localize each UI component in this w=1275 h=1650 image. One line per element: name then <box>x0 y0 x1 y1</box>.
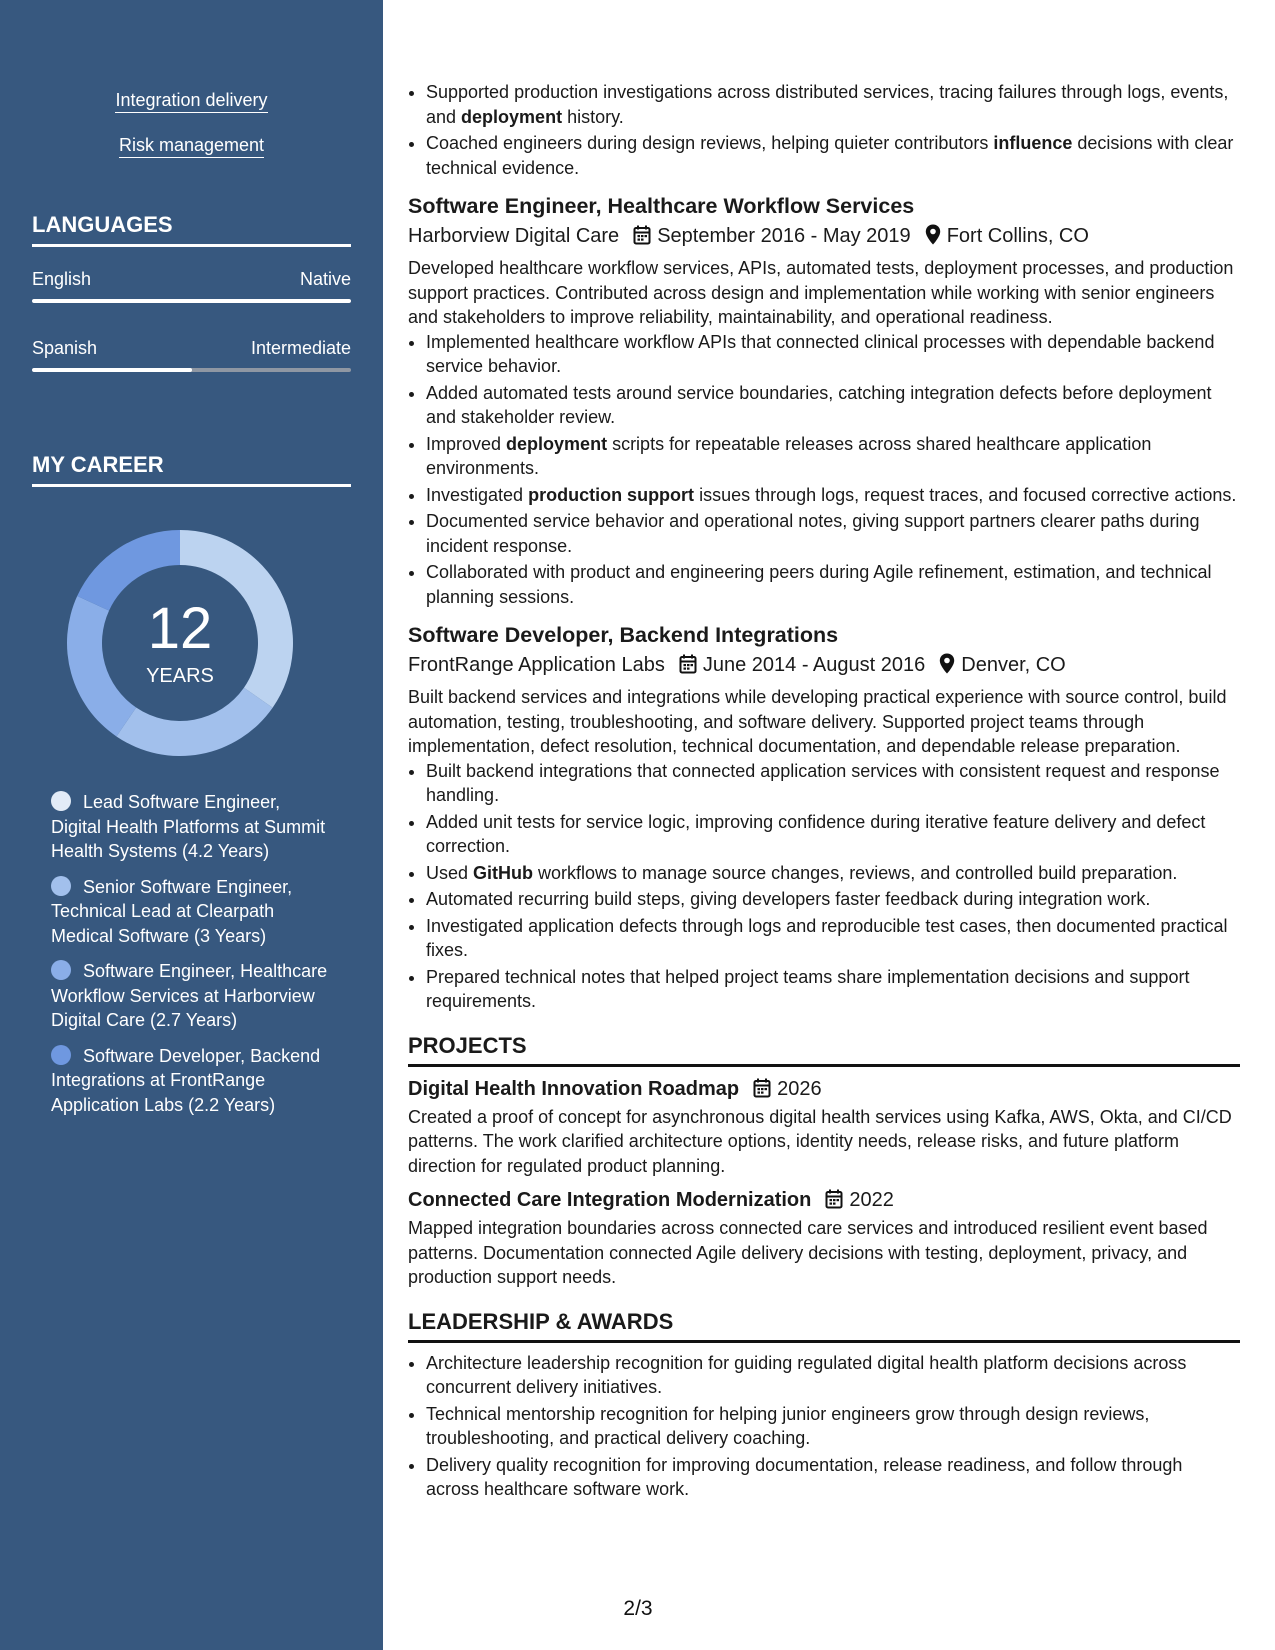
experience-bullet: • Documented service behavior and operational notes, giving support partners clearer paths during incident response. <box>426 509 1240 558</box>
legend-dot <box>51 876 71 896</box>
award-item: • Technical mentorship recognition for helping junior engineers grow through design reviews, troubleshooting, and practical delivery coaching. <box>426 1402 1240 1451</box>
language-bar-fill <box>32 368 192 372</box>
page-number: 2/3 <box>623 1597 653 1620</box>
career-legend-label: Software Engineer, Healthcare Workflow Services at Harborview Digital Care (2.7 Years) <box>51 961 328 1030</box>
skill-link-risk-management[interactable] <box>0 134 383 156</box>
awards-heading: LEADERSHIP & AWARDS <box>408 1308 1240 1343</box>
job-entry <box>408 621 1240 1014</box>
projects-heading: PROJECTS <box>408 1032 1240 1067</box>
project-name: Connected Care Integration Modernization <box>408 1189 812 1211</box>
career-legend-label: Lead Software Engineer, Digital Health Platforms at Summit Health Systems (4.2 Years) <box>51 792 326 861</box>
language-level: Intermediate <box>250 338 351 358</box>
project-description: Mapped integration boundaries across connected care services and introduced resilient event based patterns. Documentation connected Agile delivery decisions with testing, deployment, privacy, and production support needs. <box>408 1218 1208 1287</box>
job-meta <box>408 222 1240 250</box>
sidebar <box>0 0 383 1650</box>
career-legend-item <box>51 875 331 949</box>
language-name: Spanish <box>32 338 98 358</box>
experience-bullet: • Coached engineers during design reviews, helping quieter contributors influence decisions with clear technical evidence. <box>426 131 1240 180</box>
projects-list <box>408 1075 1240 1290</box>
language-name: English <box>32 269 92 289</box>
calendar-icon <box>825 1189 849 1211</box>
experience-bullet: • Prepared technical notes that helped project teams share implementation decisions and support requirements. <box>426 965 1240 1014</box>
language-row-spanish <box>32 337 351 363</box>
project-year: 2022 <box>849 1189 894 1211</box>
job-dates: September 2016 - May 2019 <box>657 225 911 247</box>
skill-link-integration-delivery[interactable] <box>0 89 383 111</box>
career-legend-label: Senior Software Engineer, Technical Lead at Clearpath Medical Software (3 Years) <box>51 876 293 946</box>
project-name: Digital Health Innovation Roadmap <box>408 1077 740 1100</box>
experience-list <box>408 192 1240 1014</box>
project-description: Created a proof of concept for asynchronous digital health services using Kafka, AWS, Okta, and CI/CD patterns. The work clarified architecture options, identity needs, release risks, and future platform direction for regulated product planning. <box>408 1106 1232 1176</box>
experience-bullet: • Built backend integrations that connected application services with consistent request and response handling. <box>426 759 1240 808</box>
languages-heading: LANGUAGES <box>32 212 351 247</box>
skill-label: Risk management <box>119 135 264 158</box>
job-bullets <box>408 330 1240 610</box>
experience-bullet: • Used GitHub workflows to manage source changes, reviews, and controlled build preparation. <box>426 861 1240 886</box>
calendar-icon <box>753 1078 777 1100</box>
job-title: Software Engineer, Healthcare Workflow Services <box>408 194 915 218</box>
job-company: FrontRange Application Labs <box>408 654 665 676</box>
career-legend-label: Software Developer, Backend Integrations at FrontRange Application Labs (2.2 Years) <box>51 1045 321 1115</box>
language-bar-spanish <box>32 368 351 372</box>
experience-bullet: • Supported production investigations across distributed services, tracing failures through logs, events, and deployment history. <box>426 80 1240 129</box>
donut-slice <box>116 688 272 756</box>
experience-bullet: • Investigated application defects through logs and reproducible test cases, then documented practical fixes. <box>426 914 1240 963</box>
experience-bullet: • Collaborated with product and engineering peers during Agile refinement, estimation, and technical planning sessions. <box>426 560 1240 609</box>
experience-bullet: • Automated recurring build steps, giving developers faster feedback during integration work. <box>426 887 1240 912</box>
legend-dot <box>51 1045 71 1065</box>
career-total-years: 12 <box>147 596 213 661</box>
language-bar-fill <box>32 299 351 303</box>
job-company: Harborview Digital Care <box>408 225 620 247</box>
calendar-icon <box>679 654 703 676</box>
calendar-icon <box>633 225 657 247</box>
job-description: Built backend services and integrations while developing practical experience with source control, build automation, testing, troubleshooting, and software delivery. Supported project teams through implementation, defect resolution, technical documentation, and dependable release preparation. <box>408 687 1227 756</box>
legend-dot <box>51 960 71 980</box>
language-bar-english <box>32 299 351 303</box>
career-legend <box>51 790 331 1128</box>
career-legend-item <box>51 1044 331 1118</box>
job-meta <box>408 651 1240 679</box>
previous-job-bullets <box>408 80 1240 180</box>
career-total-unit: YEARS <box>146 665 214 687</box>
skill-label: Integration delivery <box>115 90 267 113</box>
award-item: • Delivery quality recognition for improving documentation, release readiness, and follow through across healthcare software work. <box>426 1453 1240 1502</box>
project-title <box>408 1186 1240 1214</box>
language-level: Native <box>299 269 351 289</box>
career-legend-item <box>51 790 331 864</box>
job-bullets <box>408 759 1240 1014</box>
experience-bullet: • Implemented healthcare workflow APIs that connected clinical processes with dependable backend service behavior. <box>426 330 1240 379</box>
job-location: Fort Collins, CO <box>946 225 1089 247</box>
language-row-english <box>32 268 351 294</box>
job-description: Developed healthcare workflow services, APIs, automated tests, deployment processes, and production support practices. Contributed across design and implementation while working with senior engineers and stakeholders to improve reliability, maintainability, and operational readiness. <box>408 258 1234 327</box>
experience-bullet: • Investigated production support issues through logs, request traces, and focused corrective actions. <box>426 483 1240 508</box>
project-title <box>408 1075 1240 1103</box>
awards-list <box>408 1351 1240 1502</box>
award-item: • Architecture leadership recognition for guiding regulated digital health platform decisions across concurrent delivery initiatives. <box>426 1351 1240 1400</box>
career-heading: MY CAREER <box>32 452 351 487</box>
experience-bullet: • Added automated tests around service boundaries, catching integration defects before deployment and stakeholder review. <box>426 381 1240 430</box>
experience-bullet: • Added unit tests for service logic, improving confidence during iterative feature delivery and defect correction. <box>426 810 1240 859</box>
job-dates: June 2014 - August 2016 <box>702 654 926 676</box>
legend-dot <box>51 791 71 811</box>
project-year: 2026 <box>777 1077 822 1100</box>
location-pin-icon <box>939 654 961 676</box>
job-entry <box>408 192 1240 609</box>
job-title: Software Developer, Backend Integrations <box>408 623 839 647</box>
main-content <box>408 80 1240 1504</box>
location-pin-icon <box>925 225 947 247</box>
job-location: Denver, CO <box>961 654 1066 676</box>
experience-bullet: • Improved deployment scripts for repeatable releases across shared healthcare application environments. <box>426 432 1240 481</box>
career-legend-item <box>51 959 331 1033</box>
